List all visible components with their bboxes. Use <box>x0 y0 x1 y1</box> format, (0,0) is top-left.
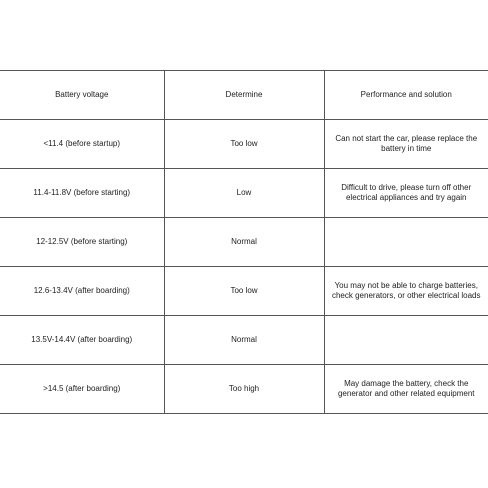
battery-voltage-table-container <box>0 70 488 414</box>
cell-determine: Low <box>164 169 324 218</box>
cell-voltage: 13.5V-14.4V (after boarding) <box>0 316 164 365</box>
cell-voltage: <11.4 (before startup) <box>0 120 164 169</box>
header-performance-solution: Performance and solution <box>324 71 488 120</box>
cell-determine: Too high <box>164 365 324 414</box>
table-row <box>0 267 488 316</box>
header-determine: Determine <box>164 71 324 120</box>
cell-voltage: >14.5 (after boarding) <box>0 365 164 414</box>
table-row <box>0 120 488 169</box>
cell-solution <box>324 316 488 365</box>
cell-solution <box>324 218 488 267</box>
cell-solution: You may not be able to charge batteries, check generators, or other electrical loads <box>324 267 488 316</box>
table-header-row <box>0 71 488 120</box>
cell-voltage: 12-12.5V (before starting) <box>0 218 164 267</box>
table-row <box>0 218 488 267</box>
cell-determine: Normal <box>164 218 324 267</box>
cell-solution: May damage the battery, check the generator and other related equipment <box>324 365 488 414</box>
cell-determine: Too low <box>164 267 324 316</box>
table-row <box>0 169 488 218</box>
cell-solution: Difficult to drive, please turn off other electrical appliances and try again <box>324 169 488 218</box>
cell-voltage: 12.6-13.4V (after boarding) <box>0 267 164 316</box>
header-battery-voltage: Battery voltage <box>0 71 164 120</box>
cell-determine: Normal <box>164 316 324 365</box>
cell-voltage: 11.4-11.8V (before starting) <box>0 169 164 218</box>
cell-solution: Can not start the car, please replace the battery in time <box>324 120 488 169</box>
table-row <box>0 365 488 414</box>
battery-voltage-table <box>0 70 488 414</box>
cell-determine: Too low <box>164 120 324 169</box>
table-row <box>0 316 488 365</box>
